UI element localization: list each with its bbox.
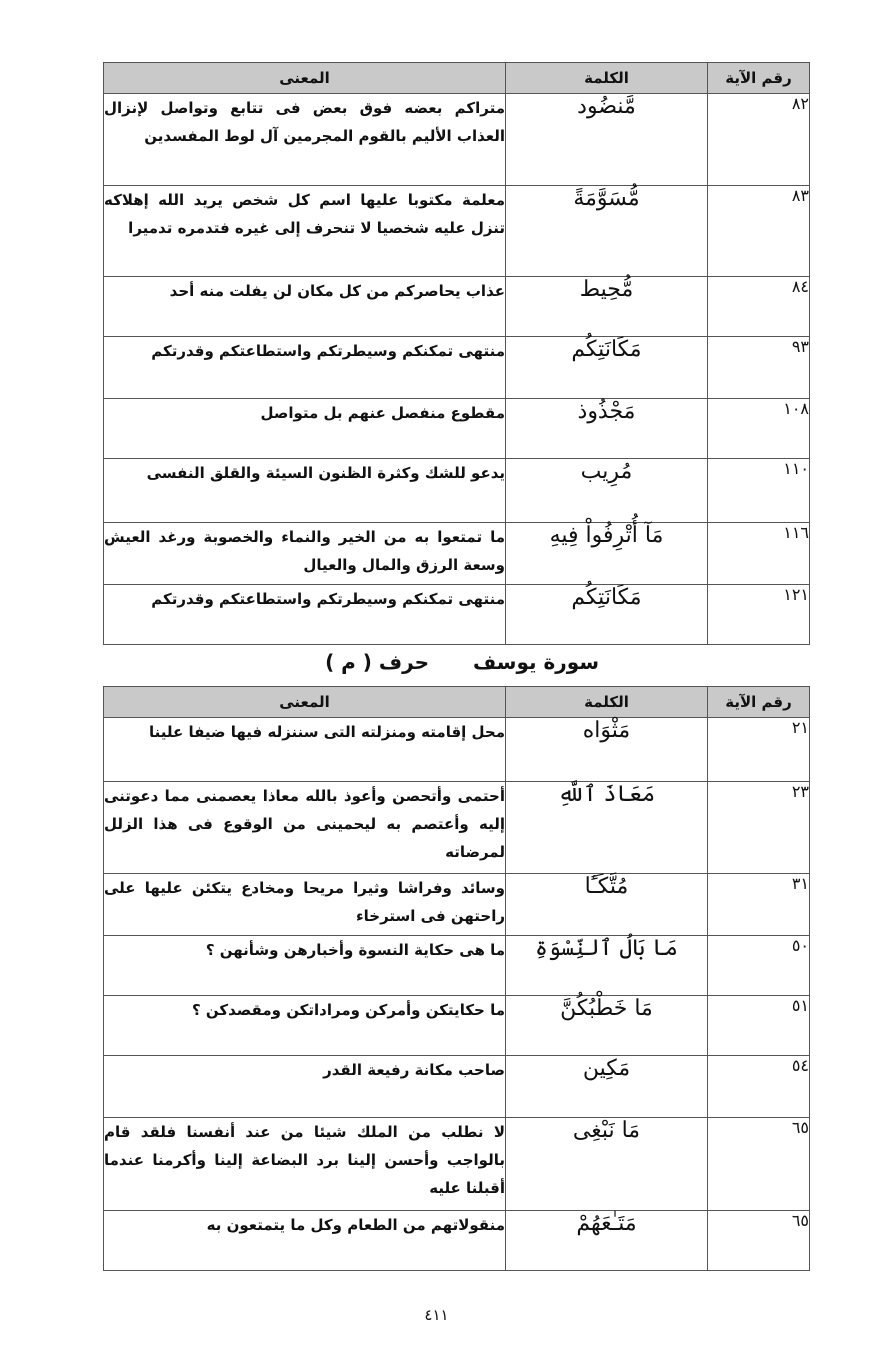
header-verse-number: رقم الآية — [708, 687, 810, 718]
verse-number: ٨٤ — [708, 277, 810, 337]
header-verse-number: رقم الآية — [708, 63, 810, 94]
verse-number: ٦٥ — [708, 1118, 810, 1211]
quran-word: مَا بَالُ ٱلنِّسْوَةِ — [506, 936, 708, 996]
header-word: الكلمة — [506, 687, 708, 718]
table-row — [104, 277, 810, 337]
quran-word: مَجْذُوذ — [506, 399, 708, 459]
word-meaning: منتهى تمكنكم وسيطرتكم واستطاعتكم وقدرتكم — [104, 585, 506, 645]
verse-number: ١٢١ — [708, 585, 810, 645]
quran-word: مَكَانَتِكُم — [506, 337, 708, 399]
surah-title: سورة يوسف — [472, 650, 599, 674]
table-row — [104, 399, 810, 459]
word-meaning: ما تمتعوا به من الخير والنماء والخصوبة ورغد العيش وسعة الرزق والمال والعيال — [104, 523, 506, 585]
table-row — [104, 874, 810, 936]
quran-word: مُرِيب — [506, 459, 708, 523]
word-meaning: مقطوع منفصل عنهم بل متواصل — [104, 399, 506, 459]
table-row — [104, 585, 810, 645]
quran-word: مُتَّكَـًٔا — [506, 874, 708, 936]
table-row — [104, 718, 810, 782]
word-meaning: يدعو للشك وكثرة الظنون السيئة والقلق النفسى — [104, 459, 506, 523]
table-row — [104, 996, 810, 1056]
table-row — [104, 94, 810, 186]
word-meaning: متراكم بعضه فوق بعض فى تتابع وتواصل لإنزال العذاب الأليم بالقوم المجرمين آل لوط المفسدين — [104, 94, 506, 186]
word-meaning: ما حكايتكن وأمركن ومراداتكن ومقصدكن ؟ — [104, 996, 506, 1056]
table-row — [104, 1056, 810, 1118]
table-row — [104, 459, 810, 523]
word-meaning: منقولاتهم من الطعام وكل ما يتمتعون به — [104, 1211, 506, 1271]
letter-label: حرف ( م ) — [325, 650, 429, 674]
verse-number: ٢٣ — [708, 782, 810, 874]
verse-number: ٨٢ — [708, 94, 810, 186]
glossary-table-yusuf — [103, 686, 810, 1271]
verse-number: ٥٠ — [708, 936, 810, 996]
quran-word: مُّسَوَّمَةً — [506, 186, 708, 277]
word-meaning: محل إقامته ومنزلته التى سننزله فيها ضيفا علينا — [104, 718, 506, 782]
quran-word: مَّنضُود — [506, 94, 708, 186]
quran-word: مَكِين — [506, 1056, 708, 1118]
word-meaning: معلمة مكتوبا عليها اسم كل شخص يريد الله إهلاكه تنزل عليه شخصيا لا تنحرف إلى غيره فتدمره تدميرا — [104, 186, 506, 277]
verse-number: ٣١ — [708, 874, 810, 936]
table-header-row — [104, 687, 810, 718]
verse-number: ٦٥ — [708, 1211, 810, 1271]
word-meaning: لا نطلب من الملك شيئا من عند أنفسنا فلقد قام بالواجب وأحسن إلينا برد البضاعة إلينا وأكرمنا عندما أقبلنا عليه — [104, 1118, 506, 1211]
table-row — [104, 936, 810, 996]
header-word: الكلمة — [506, 63, 708, 94]
verse-number: ٥١ — [708, 996, 810, 1056]
quran-word: مَا نَبْغِى — [506, 1118, 708, 1211]
word-meaning: منتهى تمكنكم وسيطرتكم واستطاعتكم وقدرتكم — [104, 337, 506, 399]
quran-word: مُّحِيط — [506, 277, 708, 337]
table-row — [104, 523, 810, 585]
quran-word: مَكَانَتِكُم — [506, 585, 708, 645]
table-row — [104, 1211, 810, 1271]
header-meaning: المعنى — [104, 63, 506, 94]
quran-word: مَثْوَاه — [506, 718, 708, 782]
verse-number: ٨٣ — [708, 186, 810, 277]
verse-number: ٩٣ — [708, 337, 810, 399]
table-row — [104, 186, 810, 277]
verse-number: ١٠٨ — [708, 399, 810, 459]
word-meaning: عذاب يحاصركم من كل مكان لن يفلت منه أحد — [104, 277, 506, 337]
verse-number: ٢١ — [708, 718, 810, 782]
quran-word: مَآ أُتْرِفُواْ فِيهِ — [506, 523, 708, 585]
word-meaning: أحتمى وأتحصن وأعوذ بالله معاذا يعصمنى مما دعوتنى إليه وأعتصم به ليحمينى من الوقوع فى هذا الزلل لمرضاته — [104, 782, 506, 874]
word-meaning: ما هى حكاية النسوة وأخبارهن وشأنهن ؟ — [104, 936, 506, 996]
page-number: ٤١١ — [424, 1306, 449, 1324]
quran-word: مَتَـٰعَهُمْ — [506, 1211, 708, 1271]
header-meaning: المعنى — [104, 687, 506, 718]
verse-number: ٥٤ — [708, 1056, 810, 1118]
quran-word: مَعَاذَ ٱللَّهِ — [506, 782, 708, 874]
quran-word: مَا خَطْبُكُنَّ — [506, 996, 708, 1056]
verse-number: ١١٠ — [708, 459, 810, 523]
table-row — [104, 782, 810, 874]
glossary-table-hud — [103, 62, 810, 645]
table-header-row — [104, 63, 810, 94]
word-meaning: صاحب مكانة رفيعة القدر — [104, 1056, 506, 1118]
word-meaning: وسائد وفراشا وثيرا مريحا ومخادع يتكئن عليها على راحتهن فى استرخاء — [104, 874, 506, 936]
table-row — [104, 337, 810, 399]
table-row — [104, 1118, 810, 1211]
verse-number: ١١٦ — [708, 523, 810, 585]
